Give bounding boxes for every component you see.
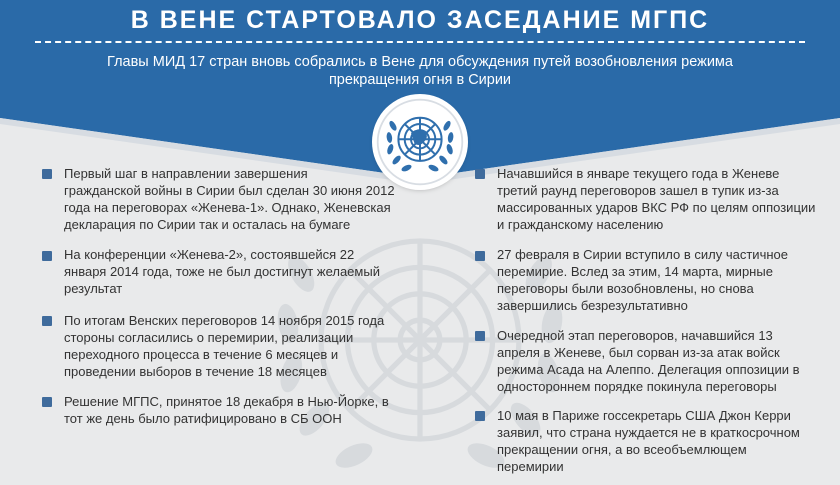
item-text-line: результат <box>64 281 123 296</box>
item-text-line: массированных ударов ВКС РФ по целям оппозиции <box>497 200 816 215</box>
title-divider <box>35 41 805 43</box>
list-item <box>64 393 389 427</box>
list-item <box>497 246 788 314</box>
item-text-line: и гражданскому населению <box>497 217 664 232</box>
bullet-icon <box>475 251 485 261</box>
item-text-line: режима Асада на Алеппо. Делегация оппозиции в <box>497 362 800 377</box>
list-item <box>497 165 815 233</box>
bullet-icon <box>42 316 52 326</box>
item-text-line: 10 мая в Париже госсекретарь США Джон Керри <box>497 408 791 423</box>
item-text-line: тот же день было ратифицировано в СБ ООН <box>64 411 342 426</box>
bullet-icon <box>42 169 52 179</box>
item-text-line: переходного процесса в течение 6 месяцев и <box>64 347 339 362</box>
item-text-line: 27 февраля в Сирии вступило в силу частичное <box>497 247 788 262</box>
item-text-line: января 2014 года, тоже не был достигнут желаемый <box>64 264 380 279</box>
item-text-line: третий раунд переговоров зашел в тупик из-за <box>497 183 779 198</box>
list-item <box>64 246 380 297</box>
item-text-line: прекращении огня, а во всеобъемлющем <box>497 442 747 457</box>
item-text-line: года на переговорах «Женева-1». Однако, Женевская <box>64 200 391 215</box>
item-text-line: Первый шаг в направлении завершения <box>64 166 308 181</box>
list-item <box>64 312 384 380</box>
item-text-line: Начавшийся в январе текущего года в Женеве <box>497 166 780 181</box>
bullet-icon <box>475 169 485 179</box>
bullet-icon <box>42 251 52 261</box>
list-item <box>64 165 395 233</box>
item-text-line: переговоры были возобновлены, но снова <box>497 281 754 296</box>
item-text-line: перемирии <box>497 459 564 474</box>
item-text-line: декларация по Сирии так и осталась на бумаге <box>64 217 351 232</box>
item-text-line: одностороннем порядке покинула переговоры <box>497 379 777 394</box>
item-text-line: заявил, что страна нуждается не в краткосрочном <box>497 425 800 440</box>
item-text-line: завершились безрезультативно <box>497 298 688 313</box>
item-text-line: Решение МГПС, принятое 18 декабря в Нью-Йорке, в <box>64 394 389 409</box>
list-item <box>497 407 800 475</box>
subtitle-line: прекращения огня в Сирии <box>328 72 512 88</box>
item-text-line: стороны согласились о перемирии, реализации <box>64 330 354 345</box>
list-item <box>497 327 800 395</box>
item-text-line: По итогам Венских переговоров 14 ноября 2015 года <box>64 313 385 328</box>
item-text-line: гражданской войны в Сирии был сделан 30 июня 2012 <box>64 183 395 198</box>
subtitle-line: Главы МИД 17 стран вновь собрались в Вене для обсуждения путей возобновления режима <box>107 54 733 70</box>
bullet-icon <box>475 331 485 341</box>
item-text-line: Очередной этап переговоров, начавшийся 13 <box>497 328 773 343</box>
bullet-icon <box>42 397 52 407</box>
page-subtitle <box>60 53 780 89</box>
bullet-icon <box>475 411 485 421</box>
item-text-line: проведении выборов в течение 18 месяцев <box>64 364 327 379</box>
item-text-line: апреля в Женеве, был сорван из-за атак войск <box>497 345 780 360</box>
item-text-line: перемирие. Вслед за этим, 14 марта, мирные <box>497 264 773 279</box>
item-text-line: На конференции «Женева-2», состоявшейся 22 <box>64 247 355 262</box>
page-title: В ВЕНЕ СТАРТОВАЛО ЗАСЕДАНИЕ МГПС <box>130 6 710 34</box>
